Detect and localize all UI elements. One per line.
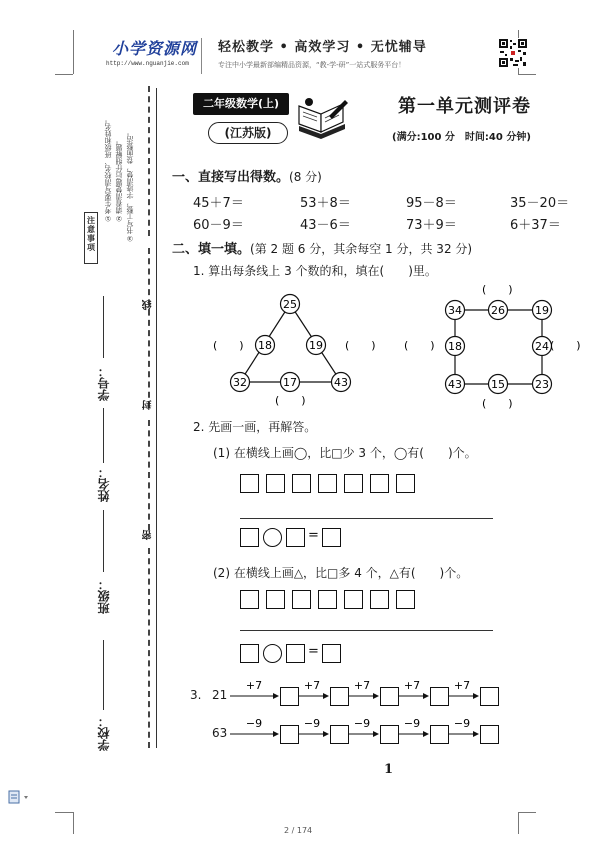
notice-item: ①考生要写清校名、班级和姓名。 bbox=[104, 116, 112, 222]
name-field-label: 姓名： bbox=[97, 466, 111, 502]
crop-mark bbox=[518, 74, 536, 75]
number-node-label: 17 bbox=[283, 376, 297, 389]
page-title: 第一单元测评卷 bbox=[398, 96, 531, 117]
chain-answer-box[interactable] bbox=[330, 725, 349, 744]
site-url: http://www.nguanjie.com bbox=[106, 60, 189, 67]
slogan: 轻松教学 • 高效学习 • 无忧辅导 bbox=[218, 40, 427, 55]
edition-label: (江苏版) bbox=[208, 122, 288, 144]
exam-meta: (满分:100 分 时间:40 分钟) bbox=[392, 132, 531, 143]
chain-operation: +7 bbox=[453, 679, 471, 692]
document-menu-icon[interactable] bbox=[8, 790, 38, 804]
page-indicator: 2 / 174 bbox=[284, 826, 313, 835]
square-shape bbox=[240, 474, 259, 493]
number-node-label: 15 bbox=[491, 378, 505, 391]
class-field-label: 班级： bbox=[97, 578, 111, 614]
answer-blank[interactable]: ( ) bbox=[404, 339, 435, 352]
number-node-label: 43 bbox=[448, 378, 462, 391]
square-shape bbox=[370, 590, 389, 609]
chain-answer-box[interactable] bbox=[280, 687, 299, 706]
drawing-line-2[interactable] bbox=[240, 630, 493, 631]
section-2-title: 二、填一填。 bbox=[172, 242, 251, 257]
notice-item: ③书写工整，字迹清楚，卷面整洁。 bbox=[126, 129, 134, 242]
number-node-label: 18 bbox=[448, 340, 462, 353]
chain-operation: −9 bbox=[353, 717, 371, 730]
chain-answer-box[interactable] bbox=[380, 687, 399, 706]
book-pen-icon bbox=[295, 96, 350, 141]
number-field-label: 学号： bbox=[97, 365, 111, 401]
answer-box[interactable] bbox=[322, 644, 341, 663]
section-1-points: (8 分) bbox=[289, 170, 322, 184]
square-shape bbox=[396, 590, 415, 609]
answer-blank[interactable]: ( ) bbox=[482, 284, 513, 296]
header-divider bbox=[201, 38, 202, 74]
equation: 43－6＝ bbox=[300, 218, 351, 233]
school-field-label: 学校： bbox=[97, 715, 111, 751]
equation: 45＋7＝ bbox=[193, 196, 244, 211]
answer-blank[interactable]: ( ) bbox=[482, 397, 513, 410]
chain-operation: +7 bbox=[403, 679, 421, 692]
square-shape bbox=[318, 474, 337, 493]
notice-label: 注意事项 bbox=[87, 216, 95, 252]
chain-1-start: 21 bbox=[212, 688, 228, 702]
question-2-2: (2) 在横线上画△，比□多 4 个，△有( )个。 bbox=[213, 566, 469, 580]
crop-mark bbox=[73, 30, 74, 74]
page-number: 1 bbox=[384, 762, 394, 777]
chain-operation: −9 bbox=[453, 717, 471, 730]
number-node-label: 19 bbox=[309, 339, 323, 352]
answer-box[interactable] bbox=[286, 528, 305, 547]
crop-mark bbox=[73, 812, 74, 834]
chain-answer-box[interactable] bbox=[480, 725, 499, 744]
square-shape bbox=[344, 474, 363, 493]
equation: 6＋37＝ bbox=[510, 218, 561, 233]
chain-operation: +7 bbox=[303, 679, 321, 692]
square-shape bbox=[292, 474, 311, 493]
chain-operation: −9 bbox=[245, 717, 263, 730]
section-2-points: (第 2 题 6 分，其余每空 1 分，共 32 分) bbox=[250, 242, 473, 256]
question-2-1: (1) 在横线上画◯，比□少 3 个，◯有( )个。 bbox=[213, 446, 477, 460]
number-node-label: 19 bbox=[535, 304, 549, 317]
number-node-label: 25 bbox=[283, 298, 297, 311]
square-shape bbox=[292, 590, 311, 609]
square-shape bbox=[240, 590, 259, 609]
cut-line bbox=[148, 548, 150, 748]
chain-answer-box[interactable] bbox=[430, 687, 449, 706]
question-2: 2. 先画一画，再解答。 bbox=[193, 420, 317, 434]
equation: 53＋8＝ bbox=[300, 196, 351, 211]
answer-blank[interactable]: ( ) bbox=[275, 394, 306, 407]
chain-answer-box[interactable] bbox=[430, 725, 449, 744]
grade-badge: 二年级数学(上) bbox=[193, 93, 289, 115]
cut-line bbox=[148, 420, 150, 530]
section-2-heading bbox=[172, 238, 472, 257]
cut-mark-line: 线 bbox=[143, 300, 154, 310]
page-header bbox=[0, 0, 592, 80]
equal-sign: = bbox=[308, 528, 319, 543]
question-3-label: 3. bbox=[190, 688, 202, 702]
class-field-line[interactable] bbox=[103, 510, 104, 572]
cut-mark-secret: 密 bbox=[143, 530, 154, 540]
equation: 73＋9＝ bbox=[406, 218, 457, 233]
answer-box[interactable] bbox=[240, 528, 259, 547]
margin-line bbox=[156, 88, 157, 748]
operator-circle[interactable] bbox=[263, 528, 282, 547]
square-shape bbox=[266, 474, 285, 493]
square-shape bbox=[370, 474, 389, 493]
chain-operation: +7 bbox=[353, 679, 371, 692]
crop-mark bbox=[518, 812, 536, 813]
school-field-line[interactable] bbox=[103, 640, 104, 710]
number-node-label: 24 bbox=[535, 340, 549, 353]
chain-answer-box[interactable] bbox=[480, 687, 499, 706]
chain-2-start: 63 bbox=[212, 726, 228, 740]
equation: 95－8＝ bbox=[406, 196, 457, 211]
answer-box[interactable] bbox=[240, 644, 259, 663]
equation: 60－9＝ bbox=[193, 218, 244, 233]
square-shape bbox=[318, 590, 337, 609]
slogan-subtitle: 专注中小学最新部编精品资源，“教-学-研”一站式服务平台！ bbox=[218, 61, 406, 69]
equal-sign: = bbox=[308, 644, 319, 659]
answer-box[interactable] bbox=[322, 528, 341, 547]
number-node-label: 23 bbox=[535, 378, 549, 391]
crop-mark bbox=[55, 812, 73, 813]
crop-mark bbox=[518, 812, 519, 834]
answer-box[interactable] bbox=[286, 644, 305, 663]
answer-blank[interactable]: ( ) bbox=[550, 339, 581, 352]
number-node-label: 43 bbox=[334, 376, 348, 389]
cut-mark-seal: 封 bbox=[143, 400, 154, 410]
notice-item: ②请看清楚题后仔细解题。 bbox=[115, 137, 123, 222]
sum-diagrams bbox=[0, 284, 592, 414]
number-node-label: 18 bbox=[258, 339, 272, 352]
square-shape bbox=[266, 590, 285, 609]
section-1-title: 一、直接写出得数。 bbox=[172, 170, 290, 185]
number-node-label: 26 bbox=[491, 304, 505, 317]
crop-mark bbox=[55, 74, 73, 75]
number-node-label: 34 bbox=[448, 304, 462, 317]
site-logo: 小学资源网 bbox=[112, 39, 198, 58]
qr-code-icon bbox=[498, 38, 528, 68]
name-field-line[interactable] bbox=[103, 408, 104, 463]
square-shape bbox=[344, 590, 363, 609]
drawing-line-1[interactable] bbox=[240, 518, 493, 519]
chain-operation: −9 bbox=[403, 717, 421, 730]
chain-operation: −9 bbox=[303, 717, 321, 730]
equation: 35－20＝ bbox=[510, 196, 570, 211]
number-node-label: 32 bbox=[233, 376, 247, 389]
chain-answer-box[interactable] bbox=[330, 687, 349, 706]
square-shape bbox=[396, 474, 415, 493]
answer-blank[interactable]: ( ) bbox=[213, 339, 244, 352]
cut-line bbox=[148, 86, 150, 236]
operator-circle[interactable] bbox=[263, 644, 282, 663]
answer-blank[interactable]: ( ) bbox=[345, 339, 376, 352]
chain-answer-box[interactable] bbox=[380, 725, 399, 744]
question-1: 1. 算出每条线上 3 个数的和，填在( )里。 bbox=[193, 264, 437, 278]
chain-answer-box[interactable] bbox=[280, 725, 299, 744]
chain-operation: +7 bbox=[245, 679, 263, 692]
section-1-heading bbox=[172, 166, 322, 185]
